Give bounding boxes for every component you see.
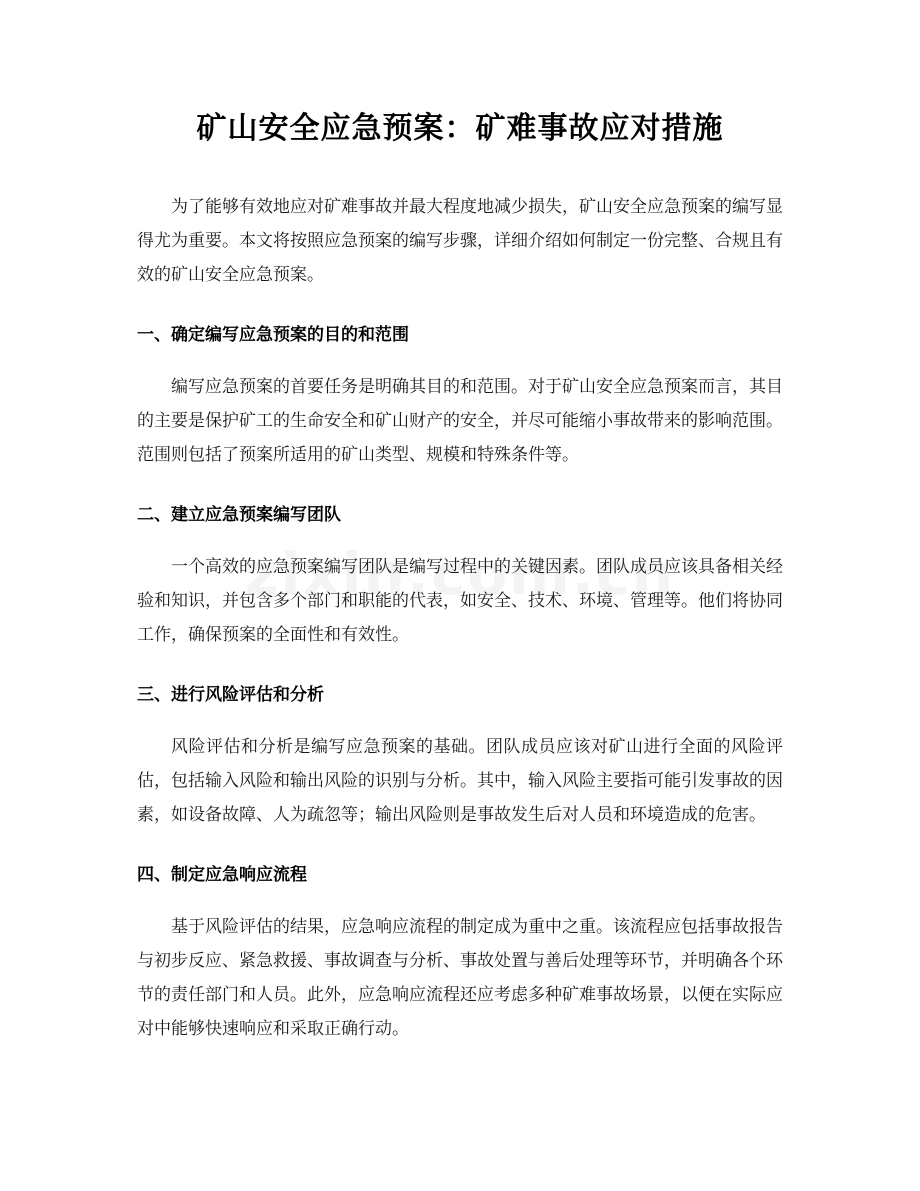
intro-paragraph: 为了能够有效地应对矿难事故并最大程度地减少损失，矿山安全应急预案的编写显得尤为重要。本文将按照应急预案的编写步骤，详细介绍如何制定一份完整、合规且有效的矿山安全应急预案。 xyxy=(137,197,783,285)
section-3 xyxy=(137,678,783,832)
section-1 xyxy=(137,318,783,472)
section-body: 基于风险评估的结果，应急响应流程的制定成为重中之重。该流程应包括事故报告与初步反应、紧急救援、事故调查与分析、事故处置与善后处理等环节，并明确各个环节的责任部门和人员。此外，应急响应流程还应考虑多种矿难事故场景，以便在实际应对中能够快速响应和采取正确行动。 xyxy=(137,917,783,1039)
section-body: 编写应急预案的首要任务是明确其目的和范围。对于矿山安全应急预案而言，其目的主要是保护矿工的生命安全和矿山财产的安全，并尽可能缩小事故带来的影响范围。范围则包括了预案所适用的矿山类型、规模和特殊条件等。 xyxy=(137,377,783,465)
section-heading: 一、确定编写应急预案的目的和范围 xyxy=(137,325,409,345)
document-title: 矿山安全应急预案：矿难事故应对措施 xyxy=(196,111,724,146)
section-2 xyxy=(137,498,783,652)
document-content xyxy=(137,104,783,1072)
section-heading: 三、进行风险评估和分析 xyxy=(137,685,324,705)
section-body: 一个高效的应急预案编写团队是编写过程中的关键因素。团队成员应该具备相关经验和知识，并包含多个部门和职能的代表，如安全、技术、环境、管理等。他们将协同工作，确保预案的全面性和有效性。 xyxy=(137,557,783,645)
section-body: 风险评估和分析是编写应急预案的基础。团队成员应该对矿山进行全面的风险评估，包括输入风险和输出风险的识别与分析。其中，输入风险主要指可能引发事故的因素，如设备故障、人为疏忽等；输出风险则是事故发生后对人员和环境造成的危害。 xyxy=(137,737,783,825)
section-heading: 二、建立应急预案编写团队 xyxy=(137,505,341,525)
section-4 xyxy=(137,858,783,1046)
section-heading: 四、制定应急响应流程 xyxy=(137,865,307,885)
